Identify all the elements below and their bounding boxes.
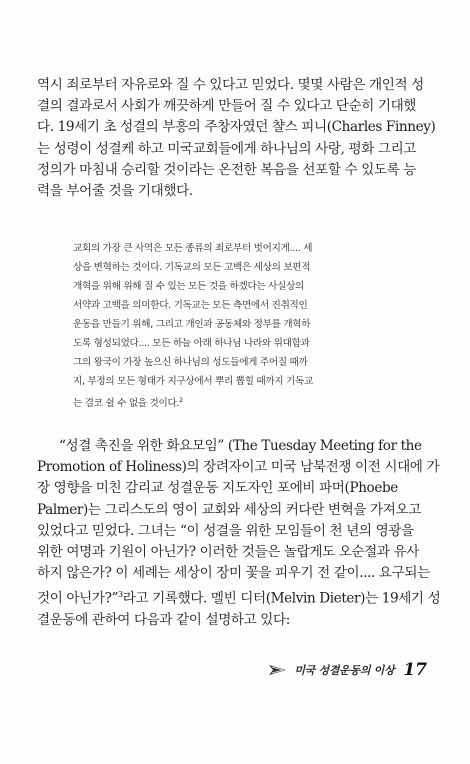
arrow-right-icon [268,663,288,677]
quote-line: 도록 형성되었다.... 모든 하늘 아래 하나님 나라와 위대함과 [73,338,310,349]
text-segment: 라고 기록했다. 멜빈 디터(Melvin Dieter)는 19세기 성 [122,590,441,607]
text-line [37,584,439,610]
text-line: 위한 여명과 기원이 아닌가? 이러한 것들은 놀랍게도 오순절과 유사 [37,544,420,561]
quote-line: 그의 왕국이 가장 높으신 하나님의 성도들에게 주어질 때까 [73,357,308,368]
text-line: 역시 죄로부터 자유로와 질 수 있다고 믿었다. 몇몇 사람은 개인적 성 [37,77,424,93]
paragraph-1 [37,75,435,202]
quote-line: 서약과 고백을 의미한다. 기독교는 모든 측면에서 진취적인 [73,300,308,311]
text-line: 하지 않은가? 이 세례는 세상이 장미 꽃을 피우기 전 같이.... 요구되는 [37,565,430,582]
page-footer [268,660,427,680]
text-line: 정의가 마침내 승리할 것이라는 온전한 복음을 선포할 수 있도록 능 [37,161,417,178]
text-line: 결의 결과로서 사회가 깨끗하게 만들어 질 수 있다고 단순히 기대했 [37,98,417,115]
text-line: 있었다고 믿었다. 그녀는 “이 성결을 위한 모임들이 천 년의 영광을 [37,522,414,539]
text-line: 는 성령이 성결케 하고 미국교회들에게 하나님의 사랑, 평화 그리고 [37,140,417,157]
text-line: Promotion of Holiness)의 장려자이고 미국 남북전쟁 이전 시대에 가 [37,459,440,476]
text-line: 다. 19세기 초 성결의 부흥의 주창자였던 챨스 피니(Charles Finney) [37,119,436,136]
page-number: 17 [403,660,427,680]
block-quote [73,239,393,413]
text-line: “성결 촉진을 위한 화요모임” (The Tuesday Meeting for the [59,438,422,454]
quote-line: 개혁을 위해 위해 질 수 있는 모든 것을 하겠다는 사실상의 [73,281,304,292]
text-line: Palmer)는 그리스도의 영이 교회와 세상의 커다란 변혁을 가져오고 [37,501,421,518]
text-line: 장 영향을 미친 감리교 성결운동 지도자인 포에비 파머(Phoebe [37,480,398,497]
paragraph-2 [37,436,441,631]
text-segment: 것이 아닌가?” [37,590,119,607]
text-line: 력을 부어줄 것을 기대했다. [37,183,193,200]
running-title: 미국 성결운동의 이상 [294,664,395,677]
quote-line: 지, 부정의 모든 형태가 지구상에서 뿌리 뽑힐 때까지 기독교 [73,376,313,387]
footnote-marker: 3 [118,590,123,600]
quote-line: 운동을 만들기 위해, 그리고 개인과 공동체와 정부를 개혁하 [73,319,311,330]
quote-line-text: 는 결코 쉴 수 없을 것이다. [73,398,180,410]
footnote-marker: 2 [179,397,183,404]
quote-line: 교회의 가장 큰 사역은 모든 종류의 죄로부터 벗어지게.... 세 [73,243,313,254]
quote-line [73,391,393,413]
text-line: 결운동에 관하여 다음과 같이 설명하고 있다: [37,612,290,629]
quote-line: 상을 변혁하는 것이다. 기독교의 모든 고백은 세상의 보편적 [73,262,311,273]
